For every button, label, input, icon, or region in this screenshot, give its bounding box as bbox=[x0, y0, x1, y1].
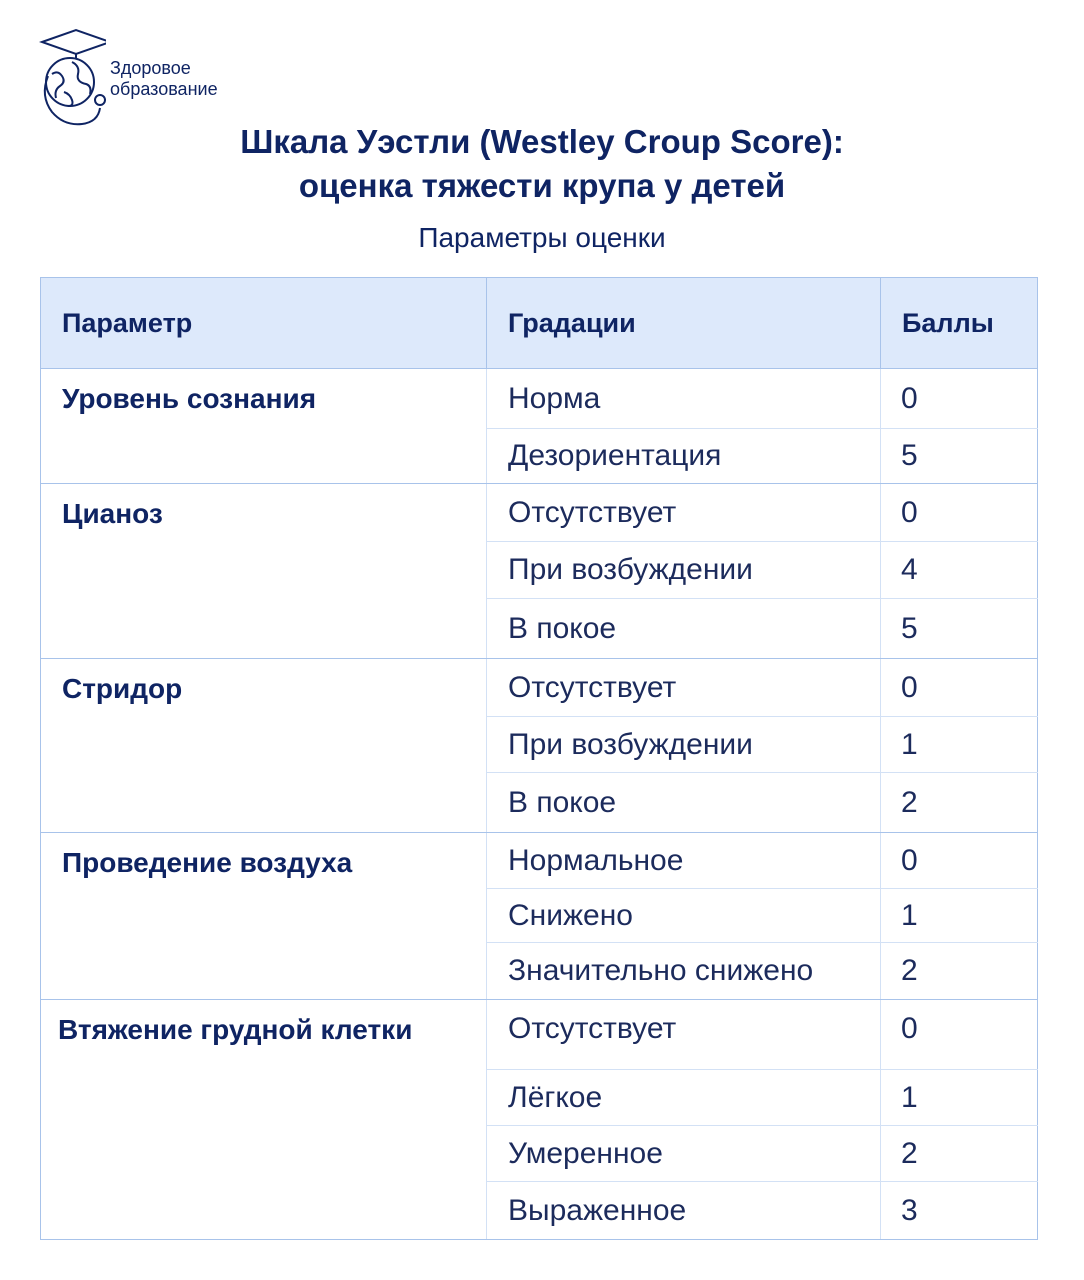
table-header-row bbox=[41, 278, 1038, 369]
grade-cell: Умеренное bbox=[487, 1126, 881, 1182]
table-row bbox=[41, 484, 1038, 542]
score-cell: 5 bbox=[881, 599, 1038, 659]
grade-cell: Норма bbox=[487, 369, 881, 429]
score-cell: 0 bbox=[881, 1000, 1038, 1070]
table-row bbox=[41, 659, 1038, 717]
logo-line-2: образование bbox=[110, 79, 218, 99]
grade-cell: При возбуждении bbox=[487, 542, 881, 599]
table-row bbox=[41, 1000, 1038, 1070]
score-cell: 1 bbox=[881, 889, 1038, 943]
score-cell: 0 bbox=[881, 484, 1038, 542]
graduation-cap-globe-stethoscope-icon bbox=[38, 26, 106, 132]
title-line-2: оценка тяжести крупа у детей bbox=[298, 167, 786, 204]
grade-cell: В покое bbox=[487, 773, 881, 833]
grade-cell: Отсутствует bbox=[487, 484, 881, 542]
grade-cell: При возбуждении bbox=[487, 717, 881, 773]
grade-cell: В покое bbox=[487, 599, 881, 659]
parameter-cell: Стридор bbox=[41, 659, 487, 833]
score-cell: 5 bbox=[881, 429, 1038, 484]
score-cell: 2 bbox=[881, 773, 1038, 833]
parameter-cell: Проведение воздуха bbox=[41, 833, 487, 1000]
parameter-cell: Цианоз bbox=[41, 484, 487, 659]
header-parameter: Параметр bbox=[41, 278, 487, 369]
header-grades: Градации bbox=[487, 278, 881, 369]
score-cell: 1 bbox=[881, 717, 1038, 773]
grade-cell: Отсутствует bbox=[487, 1000, 881, 1070]
score-cell: 0 bbox=[881, 833, 1038, 889]
score-cell: 1 bbox=[881, 1070, 1038, 1126]
logo bbox=[38, 26, 278, 132]
grade-cell: Отсутствует bbox=[487, 659, 881, 717]
grade-cell: Снижено bbox=[487, 889, 881, 943]
score-cell: 0 bbox=[881, 659, 1038, 717]
score-table bbox=[40, 277, 1038, 1240]
table-row bbox=[41, 833, 1038, 889]
score-cell: 4 bbox=[881, 542, 1038, 599]
page-subtitle: Параметры оценки bbox=[418, 222, 666, 253]
grade-cell: Значительно снижено bbox=[487, 943, 881, 1000]
score-cell: 2 bbox=[881, 943, 1038, 1000]
grade-cell: Нормальное bbox=[487, 833, 881, 889]
page-title bbox=[0, 120, 1084, 208]
grade-cell: Дезориентация bbox=[487, 429, 881, 484]
score-cell: 2 bbox=[881, 1126, 1038, 1182]
header-score: Баллы bbox=[881, 278, 1038, 369]
parameter-cell: Уровень сознания bbox=[41, 369, 487, 484]
grade-cell: Выраженное bbox=[487, 1182, 881, 1240]
score-cell: 0 bbox=[881, 369, 1038, 429]
parameter-cell: Втяжение грудной клетки bbox=[41, 1000, 487, 1240]
grade-cell: Лёгкое bbox=[487, 1070, 881, 1126]
score-cell: 3 bbox=[881, 1182, 1038, 1240]
table-row bbox=[41, 369, 1038, 429]
title-line-1: Шкала Уэстли (Westley Croup Score): bbox=[240, 123, 844, 160]
logo-line-1: Здоровое bbox=[110, 58, 191, 78]
